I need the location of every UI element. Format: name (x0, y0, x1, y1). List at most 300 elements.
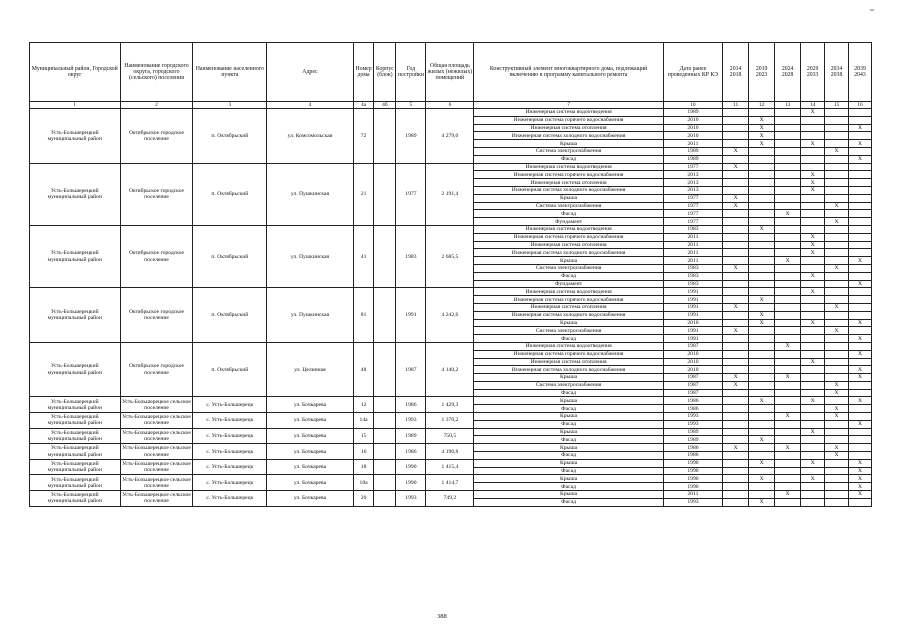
period-mark-cell: X (749, 296, 775, 304)
period-mark-cell: X (801, 233, 825, 241)
element-cell: Инженерная система горячего водоснабжения (474, 296, 663, 304)
period-mark-cell (775, 405, 801, 413)
period-mark-cell (749, 194, 775, 202)
period-mark-cell (775, 109, 801, 117)
element-cell: Фасад (474, 436, 663, 444)
year-cell: 1986 (396, 397, 426, 413)
period-mark-cell (775, 475, 801, 483)
element-cell: Фасад (474, 335, 663, 343)
period-mark-cell (749, 303, 775, 311)
district-cell: Усть-Большерецкий муниципальный район (30, 491, 121, 507)
period-mark-cell (775, 225, 801, 233)
block-cell (374, 491, 396, 507)
period-mark-cell (825, 171, 849, 179)
period-mark-cell (775, 296, 801, 304)
period-mark-cell: X (775, 491, 801, 499)
element-cell: Система электроснабжения (474, 264, 663, 272)
period-mark-cell: X (849, 483, 872, 491)
period-mark-cell: X (801, 179, 825, 187)
period-mark-cell (825, 374, 849, 382)
house-number-cell: 20 (353, 491, 374, 507)
locality-cell: с. Усть-Большерецк (193, 444, 267, 460)
period-mark-cell (775, 194, 801, 202)
period-mark-cell (849, 272, 872, 280)
period-mark-cell (801, 296, 825, 304)
period-mark-cell: X (825, 452, 849, 460)
table-row (30, 444, 872, 452)
period-mark-cell (801, 327, 825, 335)
period-mark-cell (825, 311, 849, 319)
period-mark-cell: X (825, 218, 849, 226)
period-mark-cell (825, 124, 849, 132)
column-number: 13 (775, 102, 801, 109)
locality-cell: п. Октябрьский (193, 109, 267, 164)
period-mark-cell (775, 280, 801, 288)
period-mark-cell (749, 179, 775, 187)
settlement-cell: Усть-Большерецкое сельское поселение (120, 491, 193, 507)
house-number-cell: 18а (353, 475, 374, 491)
column-number: 1 (30, 102, 121, 109)
period-mark-cell (749, 350, 775, 358)
element-cell: Фасад (474, 467, 663, 475)
period-mark-cell (749, 342, 775, 350)
element-cell: Фундамент (474, 218, 663, 226)
element-cell: Инженерная система холодного водоснабжения (474, 249, 663, 257)
col-p1: 2014 2018 (723, 43, 749, 102)
col-area: Общая площадь жилых (нежилых) помещений (426, 43, 474, 102)
period-mark-cell (749, 109, 775, 117)
area-cell: 1 415,4 (426, 459, 474, 475)
period-mark-cell (849, 288, 872, 296)
address-cell: ул. Бочкарева (267, 413, 353, 429)
address-cell: ул. Бочкарева (267, 397, 353, 413)
locality-cell: с. Усть-Большерецк (193, 459, 267, 475)
prev-repair-cell: 1977 (663, 218, 722, 226)
period-mark-cell (825, 335, 849, 343)
period-mark-cell (723, 132, 749, 140)
year-cell: 1977 (396, 163, 426, 225)
period-mark-cell (801, 405, 825, 413)
element-cell: Крыша (474, 475, 663, 483)
period-mark-cell (825, 116, 849, 124)
period-mark-cell (849, 109, 872, 117)
period-mark-cell: X (849, 397, 872, 405)
prev-repair-cell: 2010 (663, 319, 722, 327)
period-mark-cell (775, 233, 801, 241)
element-cell: Фасад (474, 155, 663, 163)
period-mark-cell (749, 366, 775, 374)
house-number-cell: 21 (353, 163, 374, 225)
year-cell: 1991 (396, 288, 426, 343)
period-mark-cell (749, 233, 775, 241)
table-row (30, 163, 872, 171)
period-mark-cell (749, 202, 775, 210)
element-cell: Фасад (474, 389, 663, 397)
period-mark-cell (723, 233, 749, 241)
column-number: 3 (193, 102, 267, 109)
period-mark-cell (801, 366, 825, 374)
period-mark-cell (749, 389, 775, 397)
period-mark-cell: X (801, 249, 825, 257)
period-mark-cell (775, 350, 801, 358)
period-mark-cell (849, 405, 872, 413)
district-cell: Усть-Большерецкий муниципальный район (30, 397, 121, 413)
settlement-cell: Усть-Большерецкое сельское поселение (120, 397, 193, 413)
period-mark-cell: X (801, 475, 825, 483)
prev-repair-cell: 2010 (663, 350, 722, 358)
period-mark-cell (825, 186, 849, 194)
period-mark-cell (825, 225, 849, 233)
period-mark-cell (775, 366, 801, 374)
period-mark-cell (775, 303, 801, 311)
period-mark-cell (723, 311, 749, 319)
period-mark-cell (849, 225, 872, 233)
element-cell: Инженерная система водоотведения (474, 225, 663, 233)
period-mark-cell (723, 210, 749, 218)
period-mark-cell: X (849, 459, 872, 467)
period-mark-cell (775, 147, 801, 155)
period-mark-cell (825, 350, 849, 358)
period-mark-cell: X (801, 171, 825, 179)
locality-cell: с. Усть-Большерецк (193, 397, 267, 413)
district-cell: Усть-Большерецкий муниципальный район (30, 225, 121, 287)
area-cell: 749,2 (426, 491, 474, 507)
period-mark-cell (825, 483, 849, 491)
period-mark-cell: X (801, 397, 825, 405)
period-mark-cell: X (723, 327, 749, 335)
element-cell: Фасад (474, 452, 663, 460)
period-mark-cell (723, 436, 749, 444)
element-cell: Инженерная система холодного водоснабжения (474, 366, 663, 374)
column-number: 4б (374, 102, 396, 109)
period-mark-cell (825, 140, 849, 148)
district-cell: Усть-Большерецкий муниципальный район (30, 428, 121, 444)
prev-repair-cell: 1989 (663, 436, 722, 444)
period-mark-cell: X (749, 140, 775, 148)
prev-repair-cell: 1987 (663, 342, 722, 350)
period-mark-cell (849, 132, 872, 140)
period-mark-cell (849, 389, 872, 397)
element-cell: Инженерная система горячего водоснабжения (474, 233, 663, 241)
prev-repair-cell: 1983 (663, 280, 722, 288)
element-cell: Фасад (474, 483, 663, 491)
period-mark-cell (749, 420, 775, 428)
period-mark-cell: X (775, 444, 801, 452)
prev-repair-cell: 1993 (663, 498, 722, 506)
period-mark-cell (723, 109, 749, 117)
period-mark-cell (801, 413, 825, 421)
locality-cell: п. Октябрьский (193, 342, 267, 397)
col-p6: 2039 2043 (849, 43, 872, 102)
col-locality: Наименование населенного пункта (193, 43, 267, 102)
element-cell: Инженерная система отопления (474, 241, 663, 249)
house-number-cell: 48 (353, 342, 374, 397)
period-mark-cell (801, 436, 825, 444)
element-cell: Система электроснабжения (474, 327, 663, 335)
period-mark-cell (849, 233, 872, 241)
period-mark-cell: X (749, 475, 775, 483)
prev-repair-cell: 1987 (663, 389, 722, 397)
column-number: 14 (801, 102, 825, 109)
period-mark-cell (849, 218, 872, 226)
column-number: 15 (825, 102, 849, 109)
year-cell: 1993 (396, 413, 426, 429)
district-cell: Усть-Большерецкий муниципальный район (30, 459, 121, 475)
element-cell: Инженерная система отопления (474, 179, 663, 187)
address-cell: ул. Пушкинская (267, 225, 353, 287)
element-cell: Инженерная система горячего водоснабжения (474, 171, 663, 179)
column-number: 6 (426, 102, 474, 109)
locality-cell: с. Усть-Большерецк (193, 475, 267, 491)
period-mark-cell (849, 179, 872, 187)
period-mark-cell (749, 155, 775, 163)
period-mark-cell (825, 498, 849, 506)
period-mark-cell: X (749, 498, 775, 506)
period-mark-cell (775, 218, 801, 226)
period-mark-cell (749, 381, 775, 389)
period-mark-cell (801, 381, 825, 389)
period-mark-cell (749, 327, 775, 335)
year-cell: 1986 (396, 444, 426, 460)
locality-cell: с. Усть-Большерецк (193, 413, 267, 429)
table-row (30, 413, 872, 421)
settlement-cell: Октябрьское городское поселение (120, 163, 193, 225)
period-mark-cell (825, 358, 849, 366)
period-mark-cell (723, 491, 749, 499)
address-cell: ул. Бочкарева (267, 459, 353, 475)
settlement-cell: Усть-Большерецкое сельское поселение (120, 459, 193, 475)
address-cell: ул. Комсомольская (267, 109, 353, 164)
period-mark-cell (849, 202, 872, 210)
period-mark-cell (775, 459, 801, 467)
element-cell: Инженерная система холодного водоснабжения (474, 311, 663, 319)
column-numbers-row (30, 102, 872, 109)
period-mark-cell (775, 335, 801, 343)
district-cell: Усть-Большерецкий муниципальный район (30, 109, 121, 164)
period-mark-cell (723, 288, 749, 296)
period-mark-cell (775, 498, 801, 506)
prev-repair-cell: 2010 (663, 116, 722, 124)
prev-repair-cell: 1990 (663, 467, 722, 475)
period-mark-cell: X (775, 342, 801, 350)
period-mark-cell (849, 381, 872, 389)
element-cell: Инженерная система отопления (474, 303, 663, 311)
element-cell: Крыша (474, 140, 663, 148)
block-cell (374, 342, 396, 397)
period-mark-cell (849, 241, 872, 249)
period-mark-cell: X (825, 381, 849, 389)
address-cell: ул. Бочкарева (267, 475, 353, 491)
period-mark-cell (825, 257, 849, 265)
period-mark-cell: X (749, 132, 775, 140)
period-mark-cell (849, 249, 872, 257)
period-mark-cell: X (749, 311, 775, 319)
block-cell (374, 163, 396, 225)
element-cell: Фасад (474, 272, 663, 280)
element-cell: Крыша (474, 428, 663, 436)
period-mark-cell: X (723, 163, 749, 171)
table-row (30, 288, 872, 296)
period-mark-cell (723, 498, 749, 506)
period-mark-cell: X (849, 374, 872, 382)
locality-cell: п. Октябрьский (193, 163, 267, 225)
period-mark-cell (775, 202, 801, 210)
period-mark-cell (775, 124, 801, 132)
period-mark-cell (749, 428, 775, 436)
col-p4: 2029 2033 (801, 43, 825, 102)
prev-repair-cell: 1986 (663, 452, 722, 460)
house-number-cell: 16 (353, 444, 374, 460)
period-mark-cell (825, 491, 849, 499)
column-number: 10 (663, 102, 722, 109)
period-mark-cell (749, 249, 775, 257)
period-mark-cell (849, 264, 872, 272)
col-block: Корпус (блок) (374, 43, 396, 102)
period-mark-cell: X (825, 327, 849, 335)
period-mark-cell: X (801, 109, 825, 117)
period-mark-cell (801, 280, 825, 288)
period-mark-cell (825, 428, 849, 436)
year-cell: 1983 (396, 225, 426, 287)
house-number-cell: 72 (353, 109, 374, 164)
settlement-cell: Усть-Большерецкое сельское поселение (120, 444, 193, 460)
period-mark-cell (723, 155, 749, 163)
period-mark-cell (723, 257, 749, 265)
period-mark-cell (775, 179, 801, 187)
prev-repair-cell: 1986 (663, 444, 722, 452)
period-mark-cell (723, 420, 749, 428)
period-mark-cell (775, 155, 801, 163)
district-cell: Усть-Большерецкий муниципальный район (30, 342, 121, 397)
period-mark-cell (801, 225, 825, 233)
column-number: 12 (749, 102, 775, 109)
period-mark-cell (849, 171, 872, 179)
element-cell: Инженерная система отопления (474, 124, 663, 132)
header-row (30, 43, 872, 102)
period-mark-cell (749, 272, 775, 280)
period-mark-cell (825, 467, 849, 475)
period-mark-cell (749, 491, 775, 499)
district-cell: Усть-Большерецкий муниципальный район (30, 163, 121, 225)
period-mark-cell (749, 171, 775, 179)
element-cell: Крыша (474, 397, 663, 405)
period-mark-cell (849, 452, 872, 460)
period-mark-cell (749, 218, 775, 226)
block-cell (374, 413, 396, 429)
table-row (30, 459, 872, 467)
element-cell: Инженерная система водоотведения (474, 288, 663, 296)
address-cell: ул. Бочкарева (267, 444, 353, 460)
year-cell: 1990 (396, 459, 426, 475)
column-number: 4 (267, 102, 353, 109)
block-cell (374, 225, 396, 287)
period-mark-cell (749, 186, 775, 194)
element-cell: Система электроснабжения (474, 202, 663, 210)
prev-repair-cell: 1987 (663, 381, 722, 389)
year-cell: 1989 (396, 109, 426, 164)
column-number: 7 (474, 102, 663, 109)
address-cell: ул. Пушкинская (267, 288, 353, 343)
period-mark-cell: X (723, 444, 749, 452)
period-mark-cell (723, 350, 749, 358)
period-mark-cell: X (749, 116, 775, 124)
period-mark-cell (749, 288, 775, 296)
column-number: 2 (120, 102, 193, 109)
element-cell: Инженерная система водоотведения (474, 163, 663, 171)
prev-repair-cell: 2011 (663, 233, 722, 241)
period-mark-cell (825, 288, 849, 296)
period-mark-cell: X (825, 389, 849, 397)
period-mark-cell (825, 210, 849, 218)
period-mark-cell (801, 389, 825, 397)
period-mark-cell (801, 147, 825, 155)
period-mark-cell (775, 436, 801, 444)
period-mark-cell: X (749, 319, 775, 327)
prev-repair-cell: 2011 (663, 257, 722, 265)
period-mark-cell: X (849, 280, 872, 288)
period-mark-cell: X (849, 467, 872, 475)
period-mark-cell (775, 358, 801, 366)
period-mark-cell (749, 210, 775, 218)
period-mark-cell (825, 249, 849, 257)
period-mark-cell (801, 155, 825, 163)
period-mark-cell: X (749, 436, 775, 444)
element-cell: Крыша (474, 459, 663, 467)
period-mark-cell (749, 147, 775, 155)
period-mark-cell: X (849, 319, 872, 327)
period-mark-cell: X (801, 428, 825, 436)
col-year: Год постройки (396, 43, 426, 102)
settlement-cell: Октябрьское городское поселение (120, 109, 193, 164)
period-mark-cell (723, 405, 749, 413)
period-mark-cell (775, 249, 801, 257)
element-cell: Крыша (474, 491, 663, 499)
period-mark-cell: X (849, 155, 872, 163)
period-mark-cell: X (849, 420, 872, 428)
period-mark-cell (723, 413, 749, 421)
table-row (30, 491, 872, 499)
period-mark-cell (849, 303, 872, 311)
element-cell: Крыша (474, 257, 663, 265)
table-row (30, 397, 872, 405)
element-cell: Крыша (474, 444, 663, 452)
period-mark-cell (775, 428, 801, 436)
period-mark-cell (775, 163, 801, 171)
period-mark-cell (775, 389, 801, 397)
period-mark-cell (801, 342, 825, 350)
prev-repair-cell: 2011 (663, 241, 722, 249)
table-row (30, 475, 872, 483)
element-cell: Фасад (474, 420, 663, 428)
period-mark-cell: X (801, 272, 825, 280)
locality-cell: с. Усть-Большерецк (193, 491, 267, 507)
element-cell: Инженерная система холодного водоснабжения (474, 186, 663, 194)
period-mark-cell (825, 296, 849, 304)
period-mark-cell (801, 491, 825, 499)
period-mark-cell (849, 444, 872, 452)
element-cell: Крыша (474, 319, 663, 327)
period-mark-cell (849, 428, 872, 436)
period-mark-cell (723, 342, 749, 350)
block-cell (374, 475, 396, 491)
period-mark-cell (723, 225, 749, 233)
period-mark-cell: X (723, 303, 749, 311)
period-mark-cell: X (825, 264, 849, 272)
period-mark-cell (825, 366, 849, 374)
period-mark-cell (723, 428, 749, 436)
period-mark-cell: X (723, 374, 749, 382)
period-mark-cell (775, 116, 801, 124)
